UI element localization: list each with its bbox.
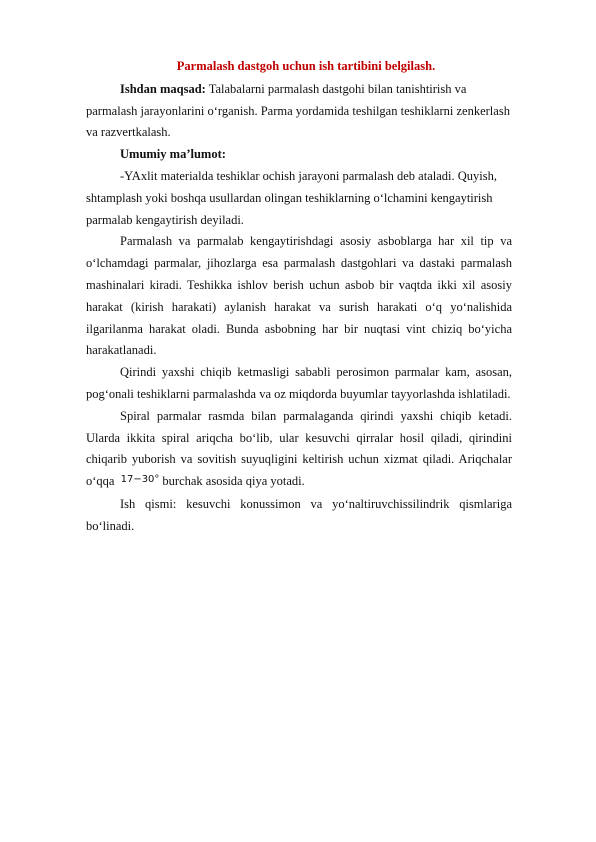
document-body (86, 56, 512, 538)
paragraph-3: Qirindi yaxshi chiqib ketmasligi sababli perosimon parmalar kam, asosan, pog‘onali teshiklarni parmalashda va oz miqdorda buyumlar tayyorlashda ishlatiladi. (86, 365, 512, 401)
paragraph-1: -YAxlit materialda teshiklar ochish jarayoni parmalash deb ataladi. Quyish, shtamplash yoki boshqa usullardan olingan teshiklarning o‘lchamini kengaytirish parmalab kengaytirish deyiladi. (86, 168, 497, 227)
document-title: Parmalash dastgoh uchun ish tartibini belgilash. (176, 59, 436, 73)
paragraph-4 (86, 406, 512, 494)
paragraph-4-text-b: burchak asosida qiya yotadi. (162, 474, 305, 489)
angle-formula: 17−30° (120, 474, 160, 486)
aim-label: Ishdan maqsad: (120, 81, 206, 96)
paragraph-4-text-a: Spiral parmalar rasmda bilan parmalaganda qirindi yaxshi chiqib ketadi. Ularda ikkita spiral ariqcha bo‘lib, ular kesuvchi qirralar hosil qiladi, qirindini chiqarib yuborish va sovitish suyuqligini keltirish uchun xizmat qiladi. Ariqchalar o‘qqa (86, 408, 512, 489)
general-label: Umumiy ma’lumot: (120, 147, 226, 162)
general-heading (86, 144, 512, 166)
paragraph-5: Ish qismi: kesuvchi konussimon va yo‘naltiruvchissilindrik qismlariga bo‘linadi. (86, 496, 512, 533)
aim-text: Talabalarni parmalash dastgohi bilan tanishtirish va parmalash jarayonlarini o‘rganish. Parma yordamida teshilgan teshiklarni zenkerlash va razvertkalash. (86, 81, 510, 140)
aim-paragraph (86, 79, 512, 144)
paragraph-2: Parmalash va parmalab kengaytirishdagi asosiy asboblarga har xil tip va o‘lchamdagi parmalar, jihozlarga esa parmalash dastgohlari va dastaki parmalash mashinalari kiradi. Teshikka ishlov berish uchun asbob bir vaqtda ikki xil asosiy harakat (kirish harakati) aylanish harakat va surish harakati o‘q yo‘nalishida ilgarilanma harakat oladi. Bunda asbobning har bir nuqtasi vint chiziq bo‘yicha harakatlanadi. (86, 234, 512, 358)
